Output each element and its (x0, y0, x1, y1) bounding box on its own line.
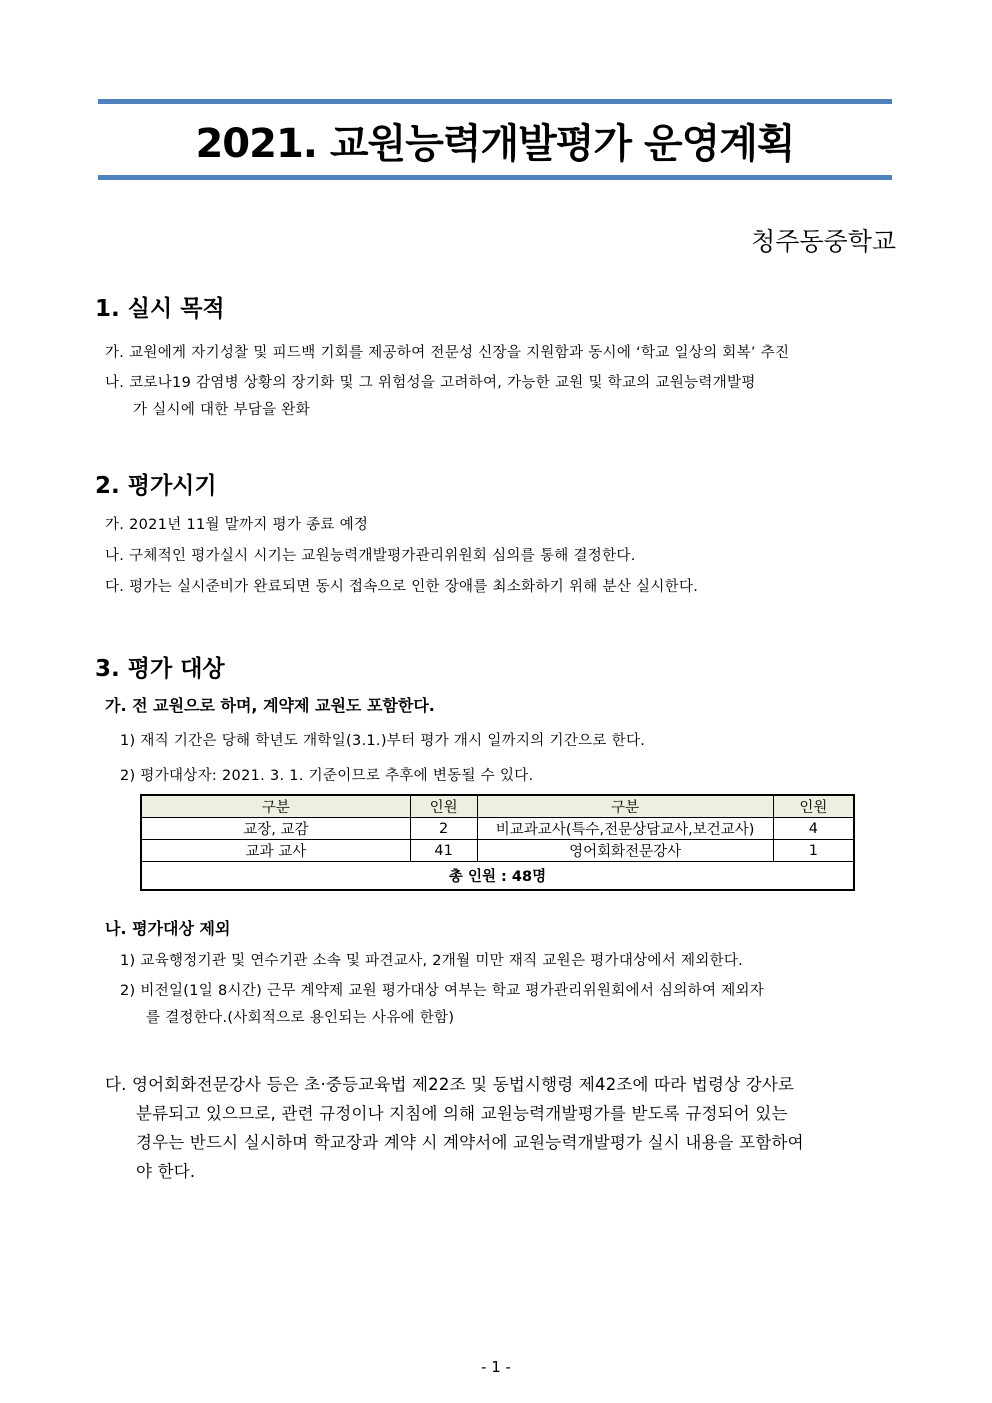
section-3-sub-b: 나. 평가대상 제외 (105, 919, 231, 938)
table-header-row (141, 795, 854, 818)
section-3-sub-b-1: 1) 교육행정기관 및 연수기관 소속 및 파견교사, 2개월 미만 재직 교원은 평가대상에서 제외한다. (120, 953, 744, 969)
section-1-item-b-line2: 가 실시에 대한 부담을 완화 (133, 402, 311, 418)
table-cell: 교과 교사 (141, 840, 410, 862)
section-1-item-b-line1: 나. 코로나19 감염병 상황의 장기화 및 그 위험성을 고려하여, 가능한 교원 및 학교의 교원능력개발평 (105, 375, 756, 391)
title-top-rule (98, 99, 892, 104)
section-3-sub-a-1: 1) 재직 기간은 당해 학년도 개학일(3.1.)부터 평가 개시 일까지의 기간으로 한다. (120, 733, 646, 749)
table-header-count: 인원 (410, 795, 477, 818)
section-2-item-b: 나. 구체적인 평가실시 시기는 교원능력개발평가관리위원회 심의를 통해 결정한다. (105, 548, 636, 564)
table-cell: 1 (773, 840, 854, 862)
table-cell: 41 (410, 840, 477, 862)
table-cell: 영어회화전문강사 (477, 840, 773, 862)
section-2-heading: 2. 평가시기 (95, 473, 217, 499)
section-3-sub-c-line4: 야 한다. (136, 1162, 196, 1181)
section-1-item-a: 가. 교원에게 자기성찰 및 피드백 기회를 제공하여 전문성 신장을 지원함과 동시에 ‘학교 일상의 회복’ 추진 (105, 345, 790, 361)
table-header-category: 구분 (477, 795, 773, 818)
section-2-item-a: 가. 2021년 11월 말까지 평가 종료 예정 (105, 517, 369, 533)
table-cell: 2 (410, 818, 477, 840)
section-3-sub-c-line1: 다. 영어회화전문강사 등은 초·중등교육법 제22조 및 동법시행령 제42조에 따라 법령상 강사로 (105, 1075, 795, 1094)
table-header-count: 인원 (773, 795, 854, 818)
section-2-item-c: 다. 평가는 실시준비가 완료되면 동시 접속으로 인한 장애를 최소화하기 위해 분산 실시한다. (105, 579, 699, 595)
section-1-heading: 1. 실시 목적 (95, 296, 225, 322)
section-3-sub-a: 가. 전 교원으로 하며, 계약제 교원도 포함한다. (105, 696, 435, 715)
section-3-sub-c-line3: 경우는 반드시 실시하며 학교장과 계약 시 계약서에 교원능력개발평가 실시 내용을 포함하여 (136, 1133, 804, 1152)
section-3-sub-b-2-line2: 를 결정한다.(사회적으로 용인되는 사유에 한함) (146, 1010, 455, 1026)
page-title: 2021. 교원능력개발평가 운영계획 (195, 121, 795, 167)
section-3-heading: 3. 평가 대상 (95, 656, 225, 682)
table-cell: 4 (773, 818, 854, 840)
table-cell: 교장, 교감 (141, 818, 410, 840)
section-3-sub-c-line2: 분류되고 있으므로, 관련 규정이나 지침에 의해 교원능력개발평가를 받도록 규정되어 있는 (136, 1104, 788, 1123)
table-cell: 비교과교사(특수,전문상담교사,보건교사) (477, 818, 773, 840)
table-total-row (141, 862, 854, 891)
section-3-sub-a-2: 2) 평가대상자: 2021. 3. 1. 기준이므로 추후에 변동될 수 있다. (120, 768, 534, 784)
section-3-sub-b-2-line1: 2) 비전일(1일 8시간) 근무 계약제 교원 평가대상 여부는 학교 평가관리위원회에서 심의하여 제외자 (120, 983, 765, 999)
title-bottom-rule (98, 175, 892, 180)
target-count-table (140, 794, 855, 891)
table-row (141, 818, 854, 840)
table-total-cell: 총 인원 : 48명 (141, 862, 854, 891)
table-row (141, 840, 854, 862)
page-number: - 1 - (481, 1358, 511, 1376)
school-name: 청주동중학교 (751, 227, 896, 256)
table-header-category: 구분 (141, 795, 410, 818)
